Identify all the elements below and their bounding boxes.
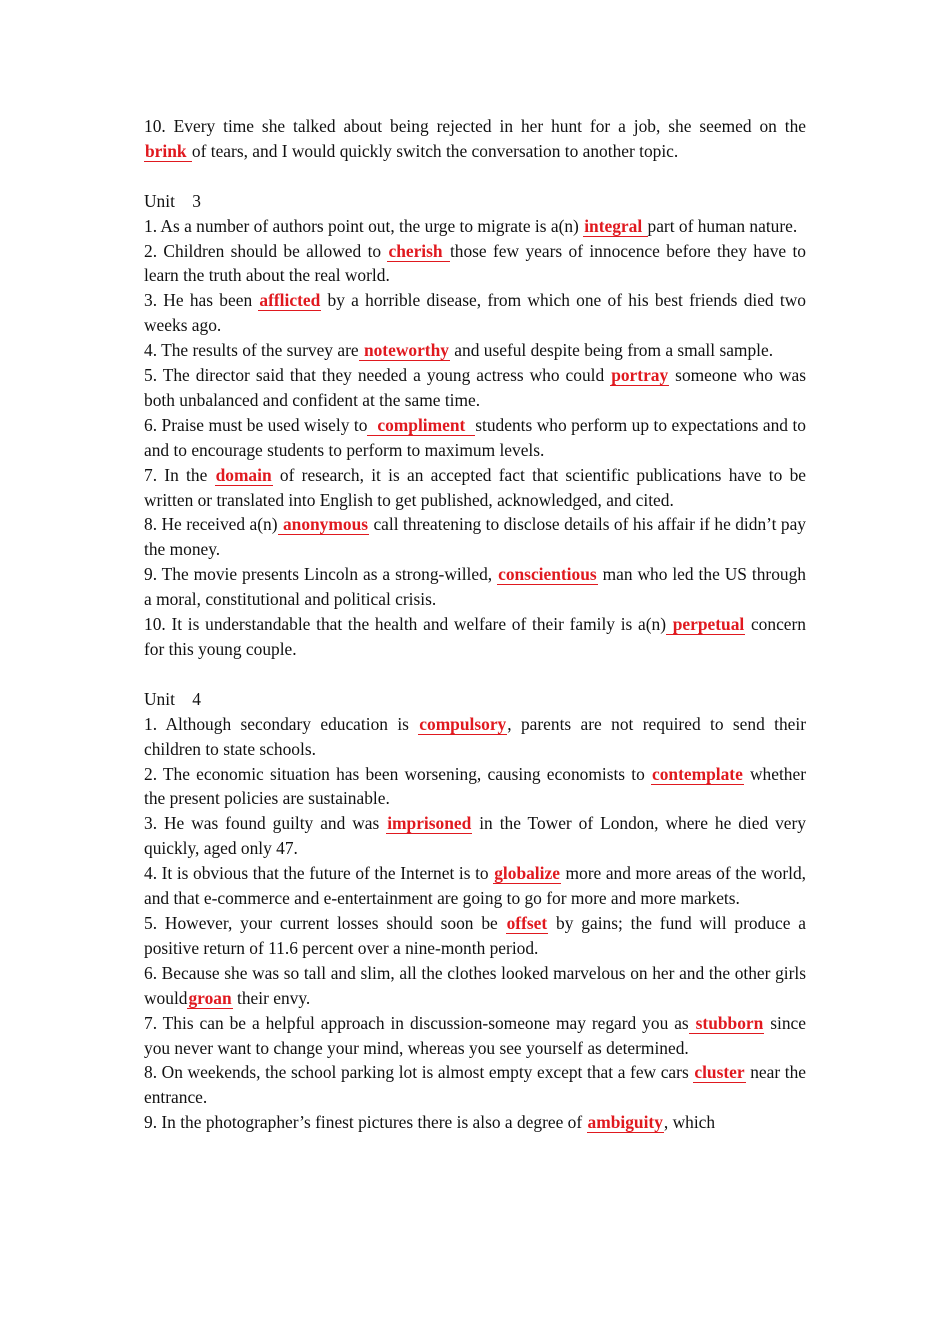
item-text-after: of research, it is an accepted fact that scientific publications have to be written or translated into English to get published, acknowledged, and cited. xyxy=(144,464,806,510)
item-text-before: 10. It is understandable that the health and welfare of their family is a(n) xyxy=(144,614,667,635)
item-text-after: more and more areas of the world, and that e-commerce and e-entertainment are going to go for more and more markets. xyxy=(144,863,806,909)
answer-word: contemplate xyxy=(652,763,743,784)
item-text-before: 4. The results of the survey are xyxy=(144,340,359,361)
item-text-after: their envy. xyxy=(232,987,311,1008)
item-text-after: in the Tower of London, where he died very quickly, aged only 47. xyxy=(144,813,807,859)
item-text-before: 8. He received a(n) xyxy=(144,514,278,535)
answer-word: compulsory xyxy=(419,713,507,734)
exercise-item-unit4-6 xyxy=(144,961,806,1011)
answer-word: portray xyxy=(611,365,669,386)
answer-word: perpetual xyxy=(667,614,745,635)
answer-word: ambiguity xyxy=(587,1112,663,1133)
item-text-before: 5. However, your current losses should soon be xyxy=(144,912,506,933)
item-text-after: and useful despite being from a small sample. xyxy=(449,340,774,361)
exercise-item-unit3-9 xyxy=(144,562,806,612)
item-text-before: 2. Children should be allowed to xyxy=(144,240,388,261)
item-text-before: 5. The director said that they needed a young actress who could xyxy=(144,365,611,386)
answer-word: conscientious xyxy=(498,564,597,585)
exercise-item-unit3-10 xyxy=(144,612,806,662)
answer-word: stubborn xyxy=(689,1012,764,1033)
unit-4-heading: Unit 4 xyxy=(144,688,202,709)
item-text-before: 10. Every time she talked about being rejected in her hunt for a job, she seemed on the xyxy=(144,116,806,136)
item-text-before: 6. Praise must be used wisely to xyxy=(144,414,368,435)
item-text-after: part of human nature. xyxy=(647,215,798,236)
item-text-before: 9. In the photographer’s finest pictures there is also a degree of xyxy=(144,1112,587,1133)
exercise-item-unit4-5 xyxy=(144,911,806,961)
answer-word: domain xyxy=(215,464,272,485)
exercise-item-unit4-7 xyxy=(144,1011,806,1061)
item-text-before: 3. He was found guilty and was xyxy=(144,813,387,834)
item-text-after: near the entrance. xyxy=(144,1062,806,1108)
item-text-before: 1. Although secondary education is xyxy=(144,713,419,734)
unit-3-heading: Unit 3 xyxy=(144,190,202,211)
answer-word: globalize xyxy=(494,863,560,884)
item-text-after: call threatening to disclose details of his affair if he didn’t pay the money. xyxy=(144,514,806,560)
item-text-after: since you never want to change your mind, whereas you see yourself as determined. xyxy=(144,1012,806,1058)
item-text-after: man who led the US through a moral, constitutional and political crisis. xyxy=(144,564,806,610)
item-text-after: students who perform up to expectations and to and to encourage students to perform to maximum levels. xyxy=(144,414,807,460)
exercise-item-unit4-2 xyxy=(144,762,806,812)
item-text-after: by gains; the fund will produce a positive return of 11.6 percent over a nine-month period. xyxy=(144,912,807,958)
exercise-item-unit4-9 xyxy=(144,1110,806,1135)
answer-word: integral xyxy=(584,215,647,236)
answer-word: cherish xyxy=(388,240,449,261)
exercise-item-unit4-4 xyxy=(144,861,806,911)
exercise-item-unit4-1 xyxy=(144,712,806,762)
item-text-after: by a horrible disease, from which one of his best friends died two weeks ago. xyxy=(144,290,806,336)
exercise-item-unit3-8 xyxy=(144,512,806,562)
item-text-before: 1. As a number of authors point out, the urge to migrate is a(n) xyxy=(144,215,584,236)
exercise-item-unit3-1 xyxy=(144,214,806,239)
item-text-after: those few years of innocence before they have to learn the truth about the real world. xyxy=(144,240,806,286)
answer-word: afflicted xyxy=(259,290,321,311)
item-text-after: , which xyxy=(663,1112,716,1133)
answer-word: cluster xyxy=(694,1062,745,1083)
item-text-after: of tears, and I would quickly switch the conversation to another topic. xyxy=(191,140,679,161)
answer-word: brink xyxy=(145,140,191,161)
exercise-item-unit4-8 xyxy=(144,1060,806,1110)
document-page xyxy=(144,114,806,1135)
answer-word: offset xyxy=(506,912,548,933)
answer-word: imprisoned xyxy=(387,813,472,834)
item-text-after: whether the present policies are sustainable. xyxy=(144,763,807,809)
answer-word: noteworthy xyxy=(359,340,449,361)
item-text-after: concern for this young couple. xyxy=(144,614,806,660)
item-text-after: , parents are not required to send their children to state schools. xyxy=(144,713,806,759)
item-text-before: 8. On weekends, the school parking lot is almost empty except that a few cars xyxy=(144,1062,694,1083)
item-text-before: 4. It is obvious that the future of the Internet is to xyxy=(144,863,494,884)
item-text-after: someone who was both unbalanced and confident at the same time. xyxy=(144,365,806,410)
answer-word: compliment xyxy=(368,414,475,435)
exercise-item-unit3-5 xyxy=(144,363,806,413)
exercise-item-unit4-3 xyxy=(144,811,806,861)
item-text-before: 2. The economic situation has been worsening, causing economists to xyxy=(144,763,651,784)
exercise-item-unit2-10 xyxy=(144,114,806,164)
answer-word: anonymous xyxy=(278,514,369,535)
exercise-item-unit3-3 xyxy=(144,288,806,338)
item-text-before: 6. Because she was so tall and slim, all the clothes looked marvelous on her and the other girls would xyxy=(144,962,806,1008)
exercise-item-unit3-2 xyxy=(144,239,806,289)
item-text-before: 9. The movie presents Lincoln as a strong-willed, xyxy=(144,564,498,585)
exercise-item-unit3-6 xyxy=(144,413,806,463)
unit-4-list xyxy=(144,712,806,1135)
section-spacer xyxy=(144,164,806,189)
item-text-before: 7. In the xyxy=(144,464,215,485)
section-spacer xyxy=(144,662,806,687)
item-text-before: 7. This can be a helpful approach in discussion-someone may regard you as xyxy=(144,1012,689,1033)
exercise-item-unit3-4 xyxy=(144,338,806,363)
exercise-item-unit3-7 xyxy=(144,463,806,513)
answer-word: groan xyxy=(188,987,232,1008)
item-text-before: 3. He has been xyxy=(144,290,259,311)
unit-3-list xyxy=(144,214,806,662)
